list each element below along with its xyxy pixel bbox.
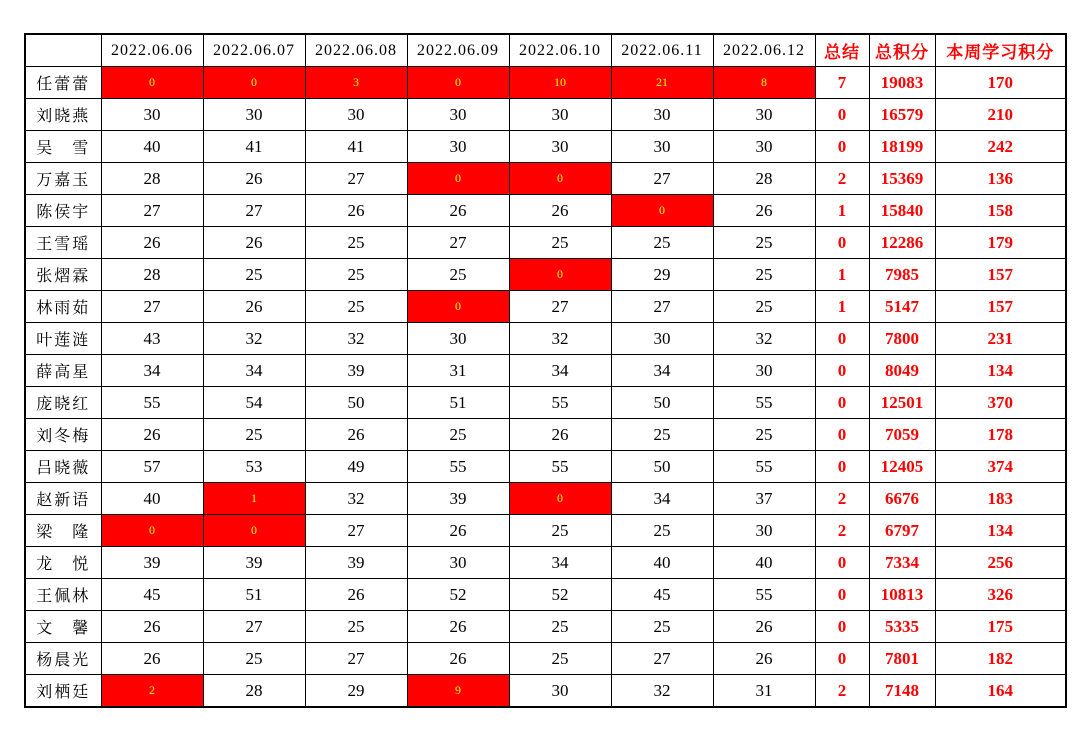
daily-score-cell[interactable]: 40 — [101, 483, 203, 515]
daily-score-cell[interactable]: 27 — [101, 291, 203, 323]
student-name-cell[interactable]: 梁 隆 — [25, 515, 101, 547]
total-points-cell[interactable]: 12286 — [869, 227, 935, 259]
date-header-5[interactable]: 2022.06.10 — [509, 34, 611, 67]
weekly-points-cell[interactable]: 170 — [935, 67, 1066, 99]
daily-score-cell[interactable]: 29 — [611, 259, 713, 291]
daily-score-cell[interactable]: 28 — [101, 163, 203, 195]
weekly-points-cell[interactable]: 178 — [935, 419, 1066, 451]
date-header-4[interactable]: 2022.06.09 — [407, 34, 509, 67]
daily-score-cell[interactable]: 55 — [509, 387, 611, 419]
student-name-cell[interactable]: 刘栖廷 — [25, 675, 101, 708]
daily-score-cell[interactable]: 25 — [713, 259, 815, 291]
table-row — [25, 195, 1066, 227]
daily-score-cell[interactable]: 26 — [101, 611, 203, 643]
daily-score-cell[interactable]: 55 — [713, 579, 815, 611]
student-name-cell[interactable]: 陈侯宇 — [25, 195, 101, 227]
daily-score-cell[interactable]: 26 — [305, 579, 407, 611]
daily-score-cell[interactable]: 27 — [611, 163, 713, 195]
daily-score-cell[interactable]: 32 — [305, 323, 407, 355]
weekly-points-cell[interactable]: 374 — [935, 451, 1066, 483]
student-name-cell[interactable]: 万嘉玉 — [25, 163, 101, 195]
daily-score-cell[interactable]: 26 — [713, 195, 815, 227]
weekly-points-cell[interactable]: 231 — [935, 323, 1066, 355]
weekly-points-cell[interactable]: 158 — [935, 195, 1066, 227]
summary-cell[interactable]: 0 — [815, 547, 869, 579]
summary-cell[interactable]: 0 — [815, 227, 869, 259]
daily-score-cell[interactable]: 39 — [305, 547, 407, 579]
total-points-cell[interactable]: 6797 — [869, 515, 935, 547]
total-points-cell[interactable]: 19083 — [869, 67, 935, 99]
total-points-cell[interactable]: 12405 — [869, 451, 935, 483]
daily-score-cell[interactable]: 51 — [203, 579, 305, 611]
total-points-cell[interactable]: 16579 — [869, 99, 935, 131]
daily-score-cell[interactable]: 40 — [611, 547, 713, 579]
total-points-cell[interactable]: 5147 — [869, 291, 935, 323]
table-row — [25, 99, 1066, 131]
daily-score-cell[interactable]: 29 — [305, 675, 407, 708]
table-row — [25, 547, 1066, 579]
daily-score-cell[interactable]: 55 — [101, 387, 203, 419]
weekly-points-header[interactable]: 本周学习积分 — [935, 34, 1066, 67]
flagged-score-cell[interactable]: 10 — [509, 67, 611, 99]
daily-score-cell[interactable]: 25 — [203, 643, 305, 675]
daily-score-cell[interactable]: 25 — [611, 227, 713, 259]
summary-cell[interactable]: 0 — [815, 323, 869, 355]
daily-score-cell[interactable]: 41 — [203, 131, 305, 163]
student-name-cell[interactable]: 张熠霖 — [25, 259, 101, 291]
daily-score-cell[interactable]: 25 — [509, 643, 611, 675]
date-header-6[interactable]: 2022.06.11 — [611, 34, 713, 67]
daily-score-cell[interactable]: 41 — [305, 131, 407, 163]
weekly-points-cell[interactable]: 134 — [935, 515, 1066, 547]
daily-score-cell[interactable]: 34 — [611, 355, 713, 387]
daily-score-cell[interactable]: 40 — [101, 131, 203, 163]
flagged-score-cell[interactable]: 0 — [611, 195, 713, 227]
daily-score-cell[interactable]: 31 — [713, 675, 815, 708]
daily-score-cell[interactable]: 26 — [101, 227, 203, 259]
weekly-points-cell[interactable]: 242 — [935, 131, 1066, 163]
daily-score-cell[interactable]: 39 — [101, 547, 203, 579]
daily-score-cell[interactable]: 27 — [305, 643, 407, 675]
student-name-cell[interactable]: 任蕾蕾 — [25, 67, 101, 99]
date-header-1[interactable]: 2022.06.06 — [101, 34, 203, 67]
score-table-body — [25, 67, 1066, 708]
daily-score-cell[interactable]: 34 — [203, 355, 305, 387]
total-points-cell[interactable]: 7059 — [869, 419, 935, 451]
daily-score-cell[interactable]: 54 — [203, 387, 305, 419]
student-name-cell[interactable]: 王佩林 — [25, 579, 101, 611]
summary-cell[interactable]: 0 — [815, 387, 869, 419]
daily-score-cell[interactable]: 28 — [101, 259, 203, 291]
flagged-score-cell[interactable]: 21 — [611, 67, 713, 99]
student-name-cell[interactable]: 吴 雪 — [25, 131, 101, 163]
flagged-score-cell[interactable]: 0 — [203, 67, 305, 99]
weekly-points-cell[interactable]: 157 — [935, 291, 1066, 323]
student-name-cell[interactable]: 赵新语 — [25, 483, 101, 515]
table-row — [25, 643, 1066, 675]
daily-score-cell[interactable]: 30 — [407, 547, 509, 579]
total-points-cell[interactable]: 7334 — [869, 547, 935, 579]
flagged-score-cell[interactable]: 0 — [101, 515, 203, 547]
total-points-cell[interactable]: 12501 — [869, 387, 935, 419]
student-name-cell[interactable]: 叶莲涟 — [25, 323, 101, 355]
student-name-cell[interactable]: 文 馨 — [25, 611, 101, 643]
daily-score-cell[interactable]: 27 — [203, 195, 305, 227]
total-points-cell[interactable]: 7801 — [869, 643, 935, 675]
summary-cell[interactable]: 1 — [815, 259, 869, 291]
table-row — [25, 675, 1066, 708]
daily-score-cell[interactable]: 30 — [713, 99, 815, 131]
table-row — [25, 515, 1066, 547]
daily-score-cell[interactable]: 25 — [305, 611, 407, 643]
daily-score-cell[interactable]: 57 — [101, 451, 203, 483]
daily-score-cell[interactable]: 30 — [611, 99, 713, 131]
daily-score-cell[interactable]: 25 — [611, 611, 713, 643]
daily-score-cell[interactable]: 25 — [203, 259, 305, 291]
daily-score-cell[interactable]: 30 — [203, 99, 305, 131]
daily-score-cell[interactable]: 55 — [713, 387, 815, 419]
daily-score-cell[interactable]: 30 — [611, 131, 713, 163]
daily-score-cell[interactable]: 26 — [713, 643, 815, 675]
summary-cell[interactable]: 0 — [815, 419, 869, 451]
table-row — [25, 291, 1066, 323]
daily-score-cell[interactable]: 52 — [509, 579, 611, 611]
daily-score-cell[interactable]: 55 — [509, 451, 611, 483]
daily-score-cell[interactable]: 25 — [713, 419, 815, 451]
daily-score-cell[interactable]: 39 — [407, 483, 509, 515]
daily-score-cell[interactable]: 25 — [713, 227, 815, 259]
weekly-points-cell[interactable]: 134 — [935, 355, 1066, 387]
daily-score-cell[interactable]: 28 — [203, 675, 305, 708]
daily-score-cell[interactable]: 26 — [203, 291, 305, 323]
daily-score-cell[interactable]: 34 — [101, 355, 203, 387]
daily-score-cell[interactable]: 25 — [509, 515, 611, 547]
daily-score-cell[interactable]: 30 — [407, 99, 509, 131]
total-points-cell[interactable]: 15840 — [869, 195, 935, 227]
daily-score-cell[interactable]: 49 — [305, 451, 407, 483]
weekly-points-cell[interactable]: 136 — [935, 163, 1066, 195]
daily-score-cell[interactable]: 27 — [101, 195, 203, 227]
weekly-points-cell[interactable]: 175 — [935, 611, 1066, 643]
daily-score-cell[interactable]: 28 — [713, 163, 815, 195]
table-row — [25, 483, 1066, 515]
table-row — [25, 259, 1066, 291]
daily-score-cell[interactable]: 27 — [407, 227, 509, 259]
daily-score-cell[interactable]: 40 — [713, 547, 815, 579]
daily-score-cell[interactable]: 30 — [509, 675, 611, 708]
flagged-score-cell[interactable]: 1 — [203, 483, 305, 515]
weekly-points-cell[interactable]: 210 — [935, 99, 1066, 131]
table-row — [25, 67, 1066, 99]
flagged-score-cell[interactable]: 3 — [305, 67, 407, 99]
daily-score-cell[interactable]: 26 — [509, 419, 611, 451]
daily-score-cell[interactable]: 25 — [305, 259, 407, 291]
daily-score-cell[interactable]: 27 — [611, 643, 713, 675]
daily-score-cell[interactable]: 53 — [203, 451, 305, 483]
daily-score-cell[interactable]: 43 — [101, 323, 203, 355]
table-row — [25, 419, 1066, 451]
weekly-points-cell[interactable]: 370 — [935, 387, 1066, 419]
daily-score-cell[interactable]: 45 — [611, 579, 713, 611]
student-name-cell[interactable]: 薛高星 — [25, 355, 101, 387]
daily-score-cell[interactable]: 25 — [509, 611, 611, 643]
flagged-score-cell[interactable]: 0 — [509, 259, 611, 291]
daily-score-cell[interactable]: 30 — [713, 131, 815, 163]
daily-score-cell[interactable]: 25 — [203, 419, 305, 451]
flagged-score-cell[interactable]: 9 — [407, 675, 509, 708]
daily-score-cell[interactable]: 34 — [509, 547, 611, 579]
daily-score-cell[interactable]: 39 — [305, 355, 407, 387]
daily-score-cell[interactable]: 30 — [611, 323, 713, 355]
daily-score-cell[interactable]: 26 — [101, 643, 203, 675]
daily-score-cell[interactable]: 27 — [305, 515, 407, 547]
daily-score-cell[interactable]: 26 — [203, 227, 305, 259]
total-points-cell[interactable]: 7985 — [869, 259, 935, 291]
weekly-points-cell[interactable]: 326 — [935, 579, 1066, 611]
flagged-score-cell[interactable]: 0 — [101, 67, 203, 99]
summary-cell[interactable]: 0 — [815, 355, 869, 387]
daily-score-cell[interactable]: 30 — [509, 99, 611, 131]
daily-score-cell[interactable]: 27 — [203, 611, 305, 643]
date-header-7[interactable]: 2022.06.12 — [713, 34, 815, 67]
daily-score-cell[interactable]: 26 — [713, 611, 815, 643]
daily-score-cell[interactable]: 30 — [407, 323, 509, 355]
summary-cell[interactable]: 0 — [815, 131, 869, 163]
daily-score-cell[interactable]: 32 — [203, 323, 305, 355]
daily-score-cell[interactable]: 25 — [407, 259, 509, 291]
daily-score-cell[interactable]: 45 — [101, 579, 203, 611]
daily-score-cell[interactable]: 26 — [101, 419, 203, 451]
student-name-cell[interactable]: 吕晓薇 — [25, 451, 101, 483]
summary-cell[interactable]: 1 — [815, 291, 869, 323]
daily-score-cell[interactable]: 30 — [713, 515, 815, 547]
weekly-points-cell[interactable]: 256 — [935, 547, 1066, 579]
summary-cell[interactable]: 7 — [815, 67, 869, 99]
table-row — [25, 611, 1066, 643]
corner-cell[interactable] — [25, 34, 101, 67]
summary-cell[interactable]: 2 — [815, 515, 869, 547]
summary-cell[interactable]: 0 — [815, 99, 869, 131]
total-points-cell[interactable]: 10813 — [869, 579, 935, 611]
daily-score-cell[interactable]: 26 — [407, 611, 509, 643]
summary-cell[interactable]: 0 — [815, 451, 869, 483]
summary-header[interactable]: 总结 — [815, 34, 869, 67]
daily-score-cell[interactable]: 55 — [407, 451, 509, 483]
summary-cell[interactable]: 0 — [815, 643, 869, 675]
daily-score-cell[interactable]: 27 — [305, 163, 407, 195]
daily-score-cell[interactable]: 25 — [305, 227, 407, 259]
total-points-cell[interactable]: 7800 — [869, 323, 935, 355]
daily-score-cell[interactable]: 32 — [509, 323, 611, 355]
daily-score-cell[interactable]: 25 — [305, 291, 407, 323]
table-row — [25, 323, 1066, 355]
student-name-cell[interactable]: 王雪瑶 — [25, 227, 101, 259]
student-name-cell[interactable]: 龙 悦 — [25, 547, 101, 579]
daily-score-cell[interactable]: 25 — [611, 419, 713, 451]
daily-score-cell[interactable]: 31 — [407, 355, 509, 387]
daily-score-cell[interactable]: 25 — [407, 419, 509, 451]
daily-score-cell[interactable]: 26 — [407, 195, 509, 227]
daily-score-cell[interactable]: 27 — [611, 291, 713, 323]
daily-score-cell[interactable]: 26 — [509, 195, 611, 227]
daily-score-cell[interactable]: 26 — [203, 163, 305, 195]
daily-score-cell[interactable]: 32 — [713, 323, 815, 355]
flagged-score-cell[interactable]: 0 — [509, 483, 611, 515]
flagged-score-cell[interactable]: 0 — [407, 67, 509, 99]
student-name-cell[interactable]: 林雨茹 — [25, 291, 101, 323]
table-row — [25, 227, 1066, 259]
weekly-points-cell[interactable]: 164 — [935, 675, 1066, 708]
daily-score-cell[interactable]: 25 — [713, 291, 815, 323]
daily-score-cell[interactable]: 30 — [305, 99, 407, 131]
summary-cell[interactable]: 2 — [815, 675, 869, 708]
daily-score-cell[interactable]: 39 — [203, 547, 305, 579]
daily-score-cell[interactable]: 25 — [509, 227, 611, 259]
table-row — [25, 131, 1066, 163]
flagged-score-cell[interactable]: 0 — [509, 163, 611, 195]
daily-score-cell[interactable]: 37 — [713, 483, 815, 515]
daily-score-cell[interactable]: 34 — [509, 355, 611, 387]
student-name-cell[interactable]: 刘晓燕 — [25, 99, 101, 131]
daily-score-cell[interactable]: 30 — [713, 355, 815, 387]
daily-score-cell[interactable]: 32 — [611, 675, 713, 708]
daily-score-cell[interactable]: 26 — [407, 515, 509, 547]
total-points-cell[interactable]: 5335 — [869, 611, 935, 643]
summary-cell[interactable]: 0 — [815, 611, 869, 643]
flagged-score-cell[interactable]: 0 — [203, 515, 305, 547]
summary-cell[interactable]: 0 — [815, 579, 869, 611]
total-points-cell[interactable]: 7148 — [869, 675, 935, 708]
table-row — [25, 451, 1066, 483]
daily-score-cell[interactable]: 26 — [305, 419, 407, 451]
flagged-score-cell[interactable]: 0 — [407, 291, 509, 323]
weekly-points-cell[interactable]: 182 — [935, 643, 1066, 675]
weekly-points-cell[interactable]: 183 — [935, 483, 1066, 515]
date-header-2[interactable]: 2022.06.07 — [203, 34, 305, 67]
table-row — [25, 579, 1066, 611]
daily-score-cell[interactable]: 30 — [509, 131, 611, 163]
daily-score-cell[interactable]: 32 — [305, 483, 407, 515]
daily-score-cell[interactable]: 27 — [509, 291, 611, 323]
total-points-cell[interactable]: 18199 — [869, 131, 935, 163]
table-row — [25, 163, 1066, 195]
daily-score-cell[interactable]: 50 — [611, 387, 713, 419]
header-row — [25, 34, 1066, 67]
student-name-cell[interactable]: 刘冬梅 — [25, 419, 101, 451]
total-points-cell[interactable]: 6676 — [869, 483, 935, 515]
table-row — [25, 355, 1066, 387]
weekly-points-cell[interactable]: 157 — [935, 259, 1066, 291]
table-row — [25, 387, 1066, 419]
summary-cell[interactable]: 1 — [815, 195, 869, 227]
daily-score-cell[interactable]: 25 — [611, 515, 713, 547]
summary-cell[interactable]: 2 — [815, 163, 869, 195]
flagged-score-cell[interactable]: 2 — [101, 675, 203, 708]
daily-score-cell[interactable]: 55 — [713, 451, 815, 483]
weekly-score-table — [24, 33, 1067, 708]
weekly-points-cell[interactable]: 179 — [935, 227, 1066, 259]
daily-score-cell[interactable]: 50 — [305, 387, 407, 419]
daily-score-cell[interactable]: 50 — [611, 451, 713, 483]
daily-score-cell[interactable]: 30 — [407, 131, 509, 163]
daily-score-cell[interactable]: 34 — [611, 483, 713, 515]
daily-score-cell[interactable]: 26 — [407, 643, 509, 675]
student-name-cell[interactable]: 杨晨光 — [25, 643, 101, 675]
flagged-score-cell[interactable]: 0 — [407, 163, 509, 195]
daily-score-cell[interactable]: 51 — [407, 387, 509, 419]
total-points-header[interactable]: 总积分 — [869, 34, 935, 67]
student-name-cell[interactable]: 庞晓红 — [25, 387, 101, 419]
daily-score-cell[interactable]: 52 — [407, 579, 509, 611]
flagged-score-cell[interactable]: 8 — [713, 67, 815, 99]
total-points-cell[interactable]: 15369 — [869, 163, 935, 195]
score-table-container — [24, 33, 1067, 708]
daily-score-cell[interactable]: 26 — [305, 195, 407, 227]
daily-score-cell[interactable]: 30 — [101, 99, 203, 131]
total-points-cell[interactable]: 8049 — [869, 355, 935, 387]
summary-cell[interactable]: 2 — [815, 483, 869, 515]
date-header-3[interactable]: 2022.06.08 — [305, 34, 407, 67]
